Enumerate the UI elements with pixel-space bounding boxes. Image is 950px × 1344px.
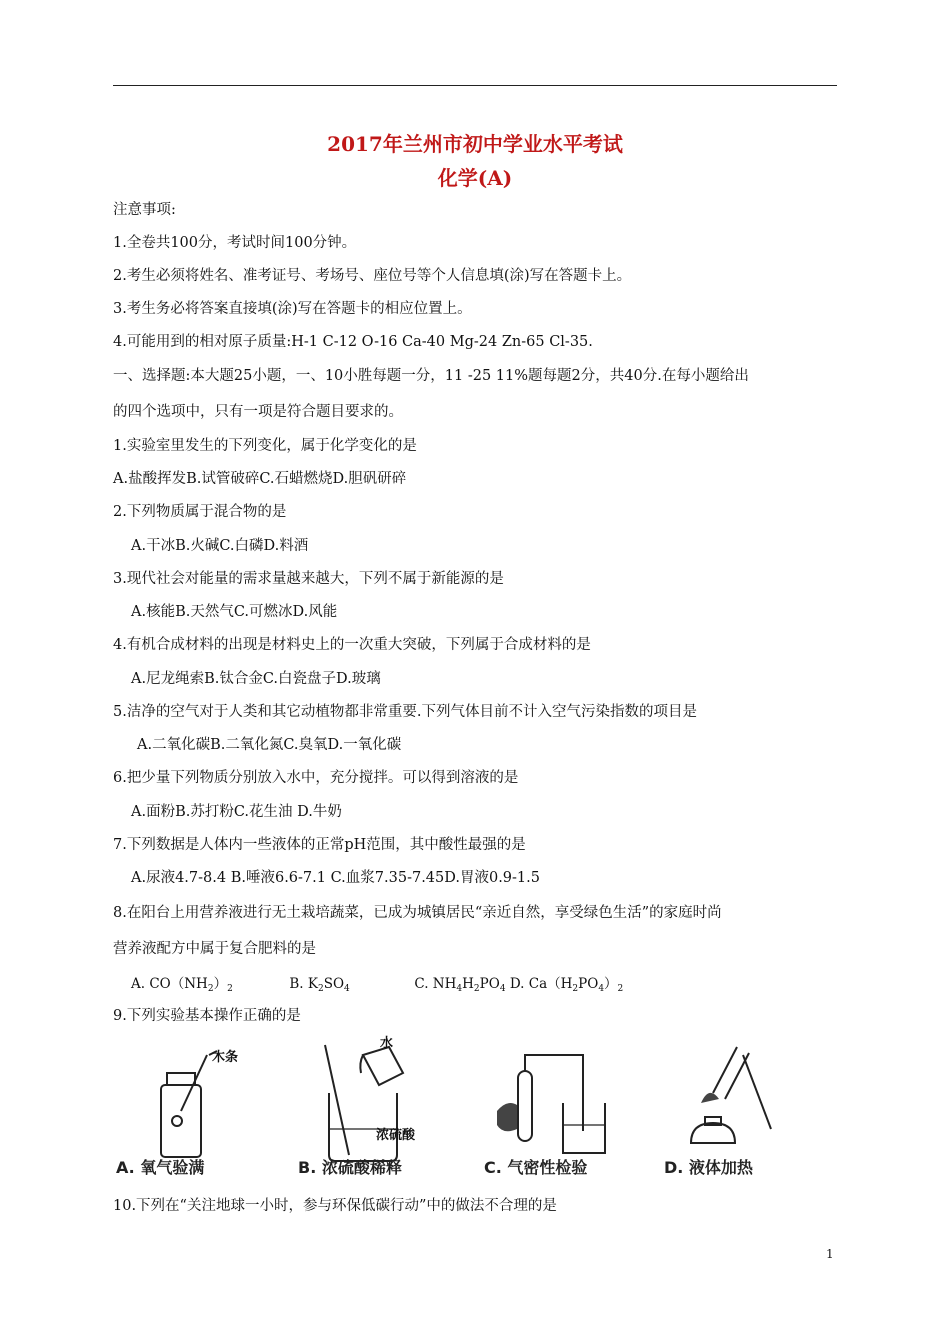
question-options — [131, 974, 623, 999]
option-a: A. $CO(NH_2)_2$ — [131, 976, 233, 994]
figure-label-d: D. 液体加热 — [664, 1158, 753, 1177]
note-item: 2.考生必须将姓名、准考证号、考场号、座位号等个人信息填(涂)写在答题卡上。 — [113, 268, 632, 284]
question-options: A.尼龙绳索B.钛合金C.白瓷盘子D.玻璃 — [131, 671, 381, 687]
question-options: A.核能B.天然气C.可燃冰D.风能 — [131, 604, 338, 620]
question-stem: 10.下列在“关注地球一小时，参与环保低碳行动”中的做法不合理的是 — [113, 1198, 557, 1214]
section-heading: 一、选择题:本大题25小题，一、10小胜每题一分，11 -25 11%题每题2分，共40分.在每小题给出 — [113, 368, 749, 384]
header-rule — [113, 85, 837, 86]
question-options: A.二氧化碳B.二氧化氮C.臭氧D.一氧化碳 — [137, 737, 402, 753]
page-number: 1 — [826, 1247, 834, 1261]
question-options: A.盐酸挥发B.试管破碎C.石蜡燃烧D.胆矾研碎 — [113, 471, 407, 487]
question-options: A.面粉B.苏打粉C.花生油 D.牛奶 — [131, 804, 342, 820]
question-stem: 3.现代社会对能量的需求量越来越大，下列不属于新能源的是 — [113, 571, 504, 587]
question-options: A.尿液4.7-8.4 B.唾液6.6-7.1 C.血浆7.35-7.45D.胃液0.9-1.5 — [131, 870, 540, 886]
figure-label-c: C. 气密性检验 — [484, 1158, 588, 1177]
figure-label-a: A. 氧气验满 — [116, 1158, 205, 1177]
label-water: 水 — [380, 1036, 394, 1051]
note-item: 3.考生务必将答案直接填(涂)写在答题卡的相应位置上。 — [113, 301, 472, 317]
notes-heading: 注意事项: — [113, 202, 176, 218]
question-stem: 9.下列实验基本操作正确的是 — [113, 1008, 301, 1024]
label-stick: 木条 — [212, 1050, 239, 1065]
oxygen-bottle-figure — [161, 1051, 217, 1157]
note-item: 1.全卷共100分，考试时间100分钟。 — [113, 235, 357, 251]
question-stem: 8.在阳台上用营养液进行无土栽培蔬菜，已成为城镇居民“亲近自然，享受绿色生活”的家庭时尚 — [113, 905, 722, 921]
question-stem: 4.有机合成材料的出现是材料史上的一次重大突破，下列属于合成材料的是 — [113, 637, 591, 653]
question-stem: 5.洁净的空气对于人类和其它动植物都非常重要.下列气体目前不计入空气污染指数的项目是 — [113, 704, 697, 720]
question-stem: 2.下列物质属于混合物的是 — [113, 504, 287, 520]
question-stem: 7.下列数据是人体内一些液体的正常pH范围，其中酸性最强的是 — [113, 837, 526, 853]
question-stem-cont: 营养液配方中属于复合肥料的是 — [113, 941, 316, 957]
airtightness-figure — [497, 1055, 605, 1153]
option-c: C. $NH_4H_2PO_4$ — [414, 976, 506, 994]
option-b: B. $K_2SO_4$ — [289, 976, 350, 994]
liquid-heating-figure — [691, 1047, 771, 1143]
question-options: A.干冰B.火碱C.白磷D.料酒 — [131, 538, 309, 554]
question-stem: 1.实验室里发生的下列变化，属于化学变化的是 — [113, 438, 417, 454]
note-item: 4.可能用到的相对原子质量:H-1 C-12 O-16 Ca-40 Mg-24 Zn-65 Cl-35. — [113, 334, 593, 350]
exam-title: 2017年兰州市初中学业水平考试 — [327, 132, 623, 156]
figure-label-b: B. 浓硫酸稀释 — [298, 1158, 402, 1177]
section-heading-cont: 的四个选项中，只有一项是符合题目要求的。 — [113, 404, 403, 420]
exam-subtitle: 化学(A) — [437, 166, 513, 190]
option-d: D. $Ca(H_2PO_4)_2$ — [509, 976, 624, 994]
question-stem: 6.把少量下列物质分别放入水中，充分搅拌。可以得到溶液的是 — [113, 770, 519, 786]
label-conc-acid: 浓硫酸 — [376, 1128, 416, 1143]
